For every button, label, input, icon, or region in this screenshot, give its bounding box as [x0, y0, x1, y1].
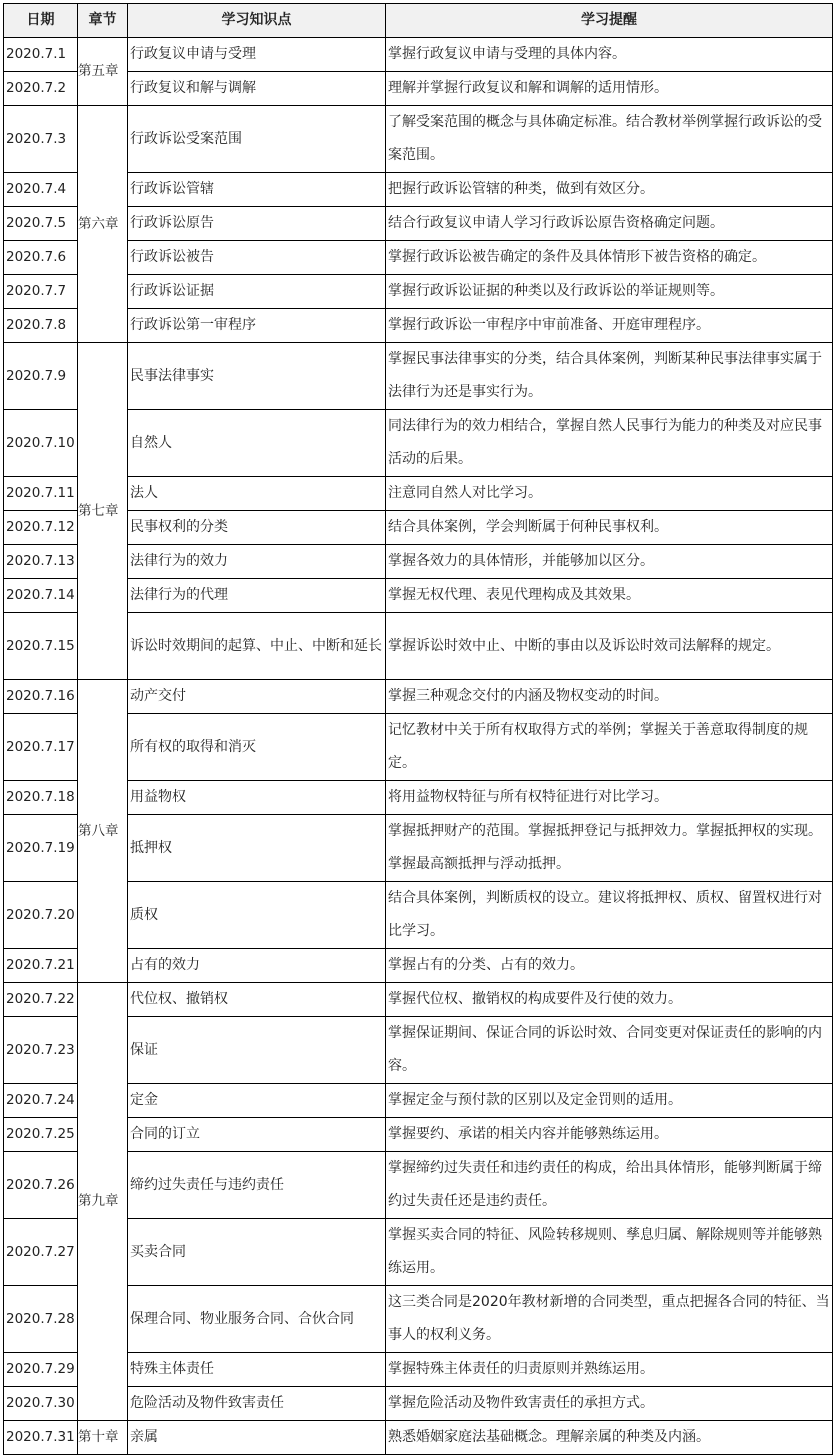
topic-cell: 民事权利的分类 — [128, 511, 386, 545]
table-row — [4, 983, 833, 1017]
table-row — [4, 477, 833, 511]
topic-cell: 行政复议申请与受理 — [128, 38, 386, 72]
table-row — [4, 815, 833, 882]
topic-cell: 质权 — [128, 882, 386, 949]
date-cell: 2020.7.25 — [4, 1118, 78, 1152]
tip-cell: 掌握占有的分类、占有的效力。 — [386, 949, 833, 983]
topic-cell: 所有权的取得和消灭 — [128, 714, 386, 781]
table-row — [4, 207, 833, 241]
tip-cell: 掌握无权代理、表见代理构成及其效果。 — [386, 579, 833, 613]
topic-cell: 诉讼时效期间的起算、中止、中断和延长 — [130, 637, 382, 654]
date-cell: 2020.7.23 — [4, 1017, 78, 1084]
chapter-cell: 第七章 — [78, 343, 128, 680]
table-row — [4, 511, 833, 545]
table-row — [4, 1387, 833, 1421]
table-row — [4, 1421, 833, 1455]
table-row — [4, 1219, 833, 1286]
tip-cell: 掌握诉讼时效中止、中断的事由以及诉讼时效司法解释的规定。 — [388, 637, 780, 654]
tip-cell: 掌握三种观念交付的内涵及物权变动的时间。 — [386, 680, 833, 714]
table-row — [4, 275, 833, 309]
date-cell: 2020.7.21 — [4, 949, 78, 983]
study-plan-table — [3, 3, 833, 1455]
date-cell: 2020.7.6 — [4, 241, 78, 275]
topic-cell: 用益物权 — [128, 781, 386, 815]
table-row — [4, 545, 833, 579]
topic-cell: 动产交付 — [128, 680, 386, 714]
table-row — [4, 1152, 833, 1219]
table-row — [4, 949, 833, 983]
tip-cell: 结合行政复议申请人学习行政诉讼原告资格确定问题。 — [386, 207, 833, 241]
table-row — [4, 613, 833, 680]
topic-cell: 行政诉讼被告 — [128, 241, 386, 275]
tip-cell: 记忆教材中关于所有权取得方式的举例；掌握关于善意取得制度的规定。 — [388, 722, 808, 771]
date-cell: 2020.7.12 — [4, 511, 78, 545]
topic-cell: 行政诉讼证据 — [128, 275, 386, 309]
table-row — [4, 781, 833, 815]
topic-cell: 合同的订立 — [128, 1118, 386, 1152]
table-row — [4, 38, 833, 72]
date-cell: 2020.7.27 — [4, 1219, 78, 1286]
date-cell: 2020.7.14 — [4, 579, 78, 613]
table-row — [4, 1084, 833, 1118]
tip-cell: 掌握保证期间、保证合同的诉讼时效、合同变更对保证责任的影响的内容。 — [388, 1025, 822, 1074]
topic-cell: 民事法律事实 — [128, 343, 386, 410]
date-cell: 2020.7.16 — [4, 680, 78, 714]
date-cell: 2020.7.18 — [4, 781, 78, 815]
date-cell: 2020.7.15 — [4, 613, 78, 680]
date-cell: 2020.7.3 — [4, 106, 78, 173]
tip-cell: 注意同自然人对比学习。 — [386, 477, 833, 511]
header-chapter: 章节 — [78, 4, 128, 38]
table-row — [4, 1017, 833, 1084]
topic-cell: 自然人 — [128, 410, 386, 477]
chapter-cell: 第八章 — [78, 680, 128, 983]
table-row — [4, 882, 833, 949]
date-cell: 2020.7.7 — [4, 275, 78, 309]
date-cell: 2020.7.17 — [4, 714, 78, 781]
date-cell: 2020.7.11 — [4, 477, 78, 511]
table-row — [4, 714, 833, 781]
tip-cell: 掌握危险活动及物件致害责任的承担方式。 — [386, 1387, 833, 1421]
tip-cell: 掌握要约、承诺的相关内容并能够熟练运用。 — [386, 1118, 833, 1152]
tip-cell: 这三类合同是2020年教材新增的合同类型，重点把握各合同的特征、当事人的权利义务。 — [388, 1294, 830, 1343]
topic-cell: 行政诉讼受案范围 — [128, 106, 386, 173]
table-row — [4, 72, 833, 106]
table-row — [4, 1118, 833, 1152]
topic-cell: 法律行为的效力 — [128, 545, 386, 579]
topic-cell: 占有的效力 — [128, 949, 386, 983]
header-tip: 学习提醒 — [386, 4, 833, 38]
topic-cell: 定金 — [128, 1084, 386, 1118]
date-cell: 2020.7.19 — [4, 815, 78, 882]
date-cell: 2020.7.30 — [4, 1387, 78, 1421]
date-cell: 2020.7.20 — [4, 882, 78, 949]
tip-cell: 掌握行政诉讼被告确定的条件及具体情形下被告资格的确定。 — [386, 241, 833, 275]
tip-cell: 掌握定金与预付款的区别以及定金罚则的适用。 — [386, 1084, 833, 1118]
date-cell: 2020.7.2 — [4, 72, 78, 106]
date-cell: 2020.7.4 — [4, 173, 78, 207]
table-row — [4, 309, 833, 343]
date-cell: 2020.7.24 — [4, 1084, 78, 1118]
table-row — [4, 173, 833, 207]
date-cell: 2020.7.22 — [4, 983, 78, 1017]
topic-cell: 行政复议和解与调解 — [128, 72, 386, 106]
topic-cell: 特殊主体责任 — [128, 1353, 386, 1387]
table-row — [4, 343, 833, 410]
chapter-cell: 第五章 — [78, 38, 128, 106]
topic-cell: 买卖合同 — [128, 1219, 386, 1286]
topic-cell: 行政诉讼管辖 — [128, 173, 386, 207]
table-row — [4, 579, 833, 613]
header-date: 日期 — [4, 4, 78, 38]
table-row — [4, 410, 833, 477]
tip-cell: 把握行政诉讼管辖的种类，做到有效区分。 — [386, 173, 833, 207]
tip-cell: 理解并掌握行政复议和解和调解的适用情形。 — [386, 72, 833, 106]
topic-cell: 法人 — [128, 477, 386, 511]
date-cell: 2020.7.26 — [4, 1152, 78, 1219]
date-cell: 2020.7.31 — [4, 1421, 78, 1455]
date-cell: 2020.7.28 — [4, 1286, 78, 1353]
date-cell: 2020.7.5 — [4, 207, 78, 241]
tip-cell: 熟悉婚姻家庭法基础概念。理解亲属的种类及内涵。 — [386, 1421, 833, 1455]
topic-cell: 亲属 — [128, 1421, 386, 1455]
tip-cell: 掌握抵押财产的范围。掌握抵押登记与抵押效力。掌握抵押权的实现。掌握最高额抵押与浮动抵押。 — [388, 823, 822, 872]
tip-cell: 了解受案范围的概念与具体确定标准。结合教材举例掌握行政诉讼的受案范围。 — [388, 114, 822, 163]
header-topic: 学习知识点 — [128, 4, 386, 38]
table-row — [4, 1286, 833, 1353]
date-cell: 2020.7.8 — [4, 309, 78, 343]
tip-cell: 掌握买卖合同的特征、风险转移规则、孳息归属、解除规则等并能够熟练运用。 — [388, 1227, 822, 1276]
date-cell: 2020.7.13 — [4, 545, 78, 579]
date-cell: 2020.7.9 — [4, 343, 78, 410]
topic-cell: 代位权、撤销权 — [128, 983, 386, 1017]
topic-cell: 保证 — [128, 1017, 386, 1084]
topic-cell: 保理合同、物业服务合同、合伙合同 — [128, 1286, 386, 1353]
date-cell: 2020.7.29 — [4, 1353, 78, 1387]
tip-cell: 掌握行政诉讼证据的种类以及行政诉讼的举证规则等。 — [386, 275, 833, 309]
tip-cell: 掌握缔约过失责任和违约责任的构成，给出具体情形，能够判断属于缔约过失责任还是违约责任。 — [388, 1160, 822, 1209]
chapter-cell: 第六章 — [78, 106, 128, 343]
table-row — [4, 1353, 833, 1387]
chapter-cell: 第十章 — [78, 1421, 128, 1455]
topic-cell: 行政诉讼第一审程序 — [128, 309, 386, 343]
topic-cell: 危险活动及物件致害责任 — [128, 1387, 386, 1421]
date-cell: 2020.7.10 — [4, 410, 78, 477]
date-cell: 2020.7.1 — [4, 38, 78, 72]
topic-cell: 抵押权 — [128, 815, 386, 882]
table-row — [4, 241, 833, 275]
topic-cell: 法律行为的代理 — [128, 579, 386, 613]
tip-cell: 掌握民事法律事实的分类，结合具体案例，判断某种民事法律事实属于法律行为还是事实行为。 — [388, 351, 822, 400]
topic-cell: 缔约过失责任与违约责任 — [128, 1152, 386, 1219]
topic-cell: 行政诉讼原告 — [128, 207, 386, 241]
tip-cell: 掌握代位权、撤销权的构成要件及行使的效力。 — [386, 983, 833, 1017]
tip-cell: 结合具体案例，判断质权的设立。建议将抵押权、质权、留置权进行对比学习。 — [388, 890, 822, 939]
tip-cell: 同法律行为的效力相结合，掌握自然人民事行为能力的种类及对应民事活动的后果。 — [388, 418, 822, 467]
tip-cell: 掌握行政诉讼一审程序中审前准备、开庭审理程序。 — [386, 309, 833, 343]
tip-cell: 结合具体案例，学会判断属于何种民事权利。 — [386, 511, 833, 545]
tip-cell: 掌握各效力的具体情形，并能够加以区分。 — [386, 545, 833, 579]
chapter-cell: 第九章 — [78, 983, 128, 1421]
tip-cell: 掌握特殊主体责任的归责原则并熟练运用。 — [386, 1353, 833, 1387]
tip-cell: 掌握行政复议申请与受理的具体内容。 — [386, 38, 833, 72]
tip-cell: 将用益物权特征与所有权特征进行对比学习。 — [386, 781, 833, 815]
table-row — [4, 680, 833, 714]
table-row — [4, 106, 833, 173]
header-row — [4, 4, 833, 38]
